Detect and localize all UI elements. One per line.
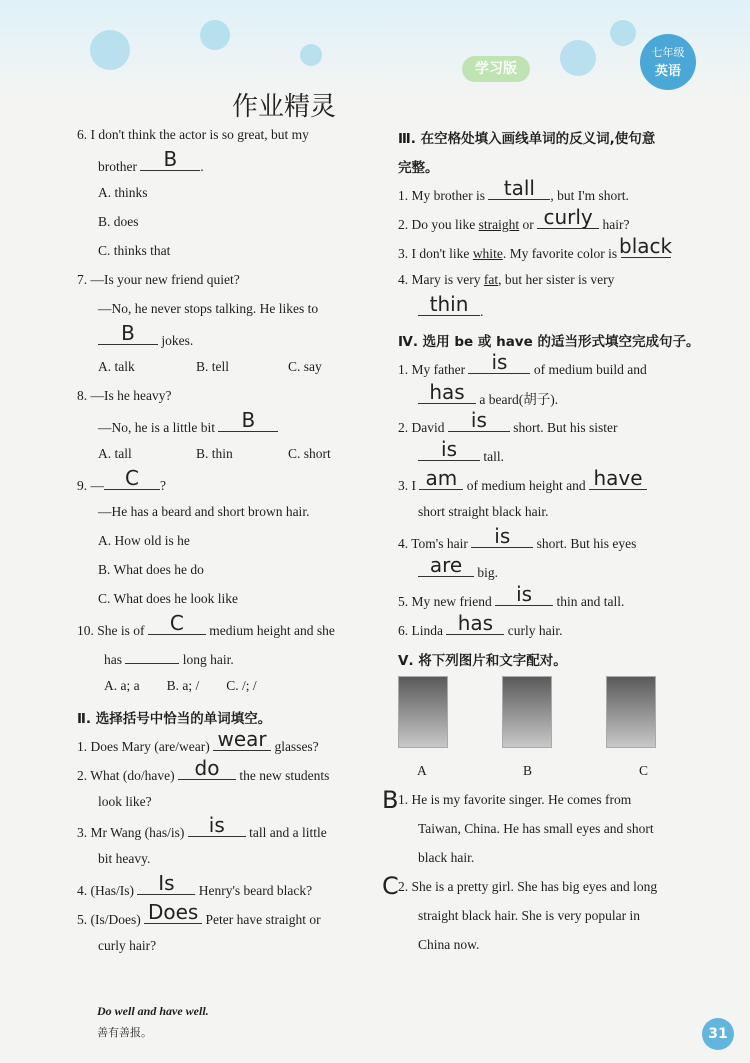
s4-q5-answer: is xyxy=(516,582,533,606)
q9-blank xyxy=(104,466,160,490)
s3-q4-prefix: 4. Mary is very xyxy=(398,272,481,287)
q9-line2: —He has a beard and short brown hair. xyxy=(98,504,310,519)
q6-option-b: B. does xyxy=(98,214,139,229)
s2-q4-blank xyxy=(137,871,195,895)
s4-q1-blank-2 xyxy=(418,380,476,404)
s4-q2-blank-1 xyxy=(448,408,510,432)
q8-answer: B xyxy=(241,408,256,432)
s3-q2-blank xyxy=(537,205,599,229)
s2-q4-suffix: Henry's beard black? xyxy=(198,883,313,898)
s3-q4-blank xyxy=(418,292,480,316)
s4-q1-answer-1: is xyxy=(491,350,508,374)
s4-q4-answer-1: is xyxy=(494,524,511,548)
decor-bubble xyxy=(610,20,636,46)
s4-q4-prefix: 4. Tom's hair xyxy=(398,536,468,551)
s4-q5-prefix: 5. My new friend xyxy=(398,594,492,609)
s5-q1-line3: black hair. xyxy=(418,850,475,865)
s5-q2-line3: China now. xyxy=(418,937,480,952)
q10-options: A. a; a B. a; / C. /; / xyxy=(104,678,257,693)
q10-answer: C xyxy=(169,611,184,635)
q10-blank-2 xyxy=(125,649,179,664)
s3-q4-suffix: . xyxy=(480,304,484,319)
q10-line2-prefix: has xyxy=(104,652,122,667)
q7-line2: —No, he never stops talking. He likes to xyxy=(98,301,319,316)
q7-option-c: C. say xyxy=(288,359,322,374)
s4-q2 xyxy=(398,408,618,436)
s2-q1-suffix: glasses? xyxy=(274,739,319,754)
s2-q5-blank xyxy=(144,900,202,924)
grade-label: 七年级 xyxy=(651,46,685,59)
q6-option-a: A. thinks xyxy=(98,185,148,200)
s4-q3-answer-2: have xyxy=(593,466,643,490)
s2-q1 xyxy=(77,727,319,755)
s3-q2 xyxy=(398,205,630,233)
s2-q5-suffix: Peter have straight or xyxy=(205,912,321,927)
decor-bubble xyxy=(300,44,322,66)
q6-prefix: brother xyxy=(98,159,137,174)
s4-q3-blank-1 xyxy=(419,466,463,490)
s3-q1 xyxy=(398,176,629,204)
s2-q2-suffix: the new students xyxy=(239,768,330,783)
q6-line2: brother B . xyxy=(98,147,204,174)
handwritten-title: 作业精灵 xyxy=(232,92,337,122)
s2-q2-answer: do xyxy=(194,756,220,780)
subject-label: 英语 xyxy=(654,64,681,79)
s3-q3-blank xyxy=(619,234,673,258)
s5-q1-line2: Taiwan, China. He has small eyes and short xyxy=(418,821,654,836)
q7-line1: 7. —Is your new friend quiet? xyxy=(77,272,240,287)
s4-q6-suffix: curly hair. xyxy=(507,623,563,638)
q9-option-c: C. What does he look like xyxy=(98,591,238,606)
grade-subject-badge xyxy=(640,34,696,90)
photo-b xyxy=(502,676,552,748)
s3-q2-mid: or xyxy=(522,217,534,232)
s2-q5-answer: Does xyxy=(147,900,199,924)
s3-q3-underlined: white xyxy=(472,246,503,261)
q7-answer: B xyxy=(121,321,135,345)
s2-q2-continued: look like? xyxy=(98,794,152,809)
s4-q1-line2 xyxy=(418,380,559,408)
section-3-title-cont: 完整。 xyxy=(398,160,439,176)
s3-q4-underlined: fat xyxy=(483,272,499,287)
s4-q1-suffix: a beard(胡子). xyxy=(479,392,559,407)
s4-q5 xyxy=(398,582,625,610)
s4-q2-mid: short. But his sister xyxy=(513,420,618,435)
s4-q4-line2 xyxy=(418,553,499,581)
s3-q4-mid: , but her sister is very xyxy=(498,272,615,287)
s4-q5-blank xyxy=(495,582,553,606)
s4-q3 xyxy=(398,466,647,494)
s4-q4-mid: short. But his eyes xyxy=(536,536,637,551)
q6-line1: 6. I don't think the actor is so great, but my xyxy=(77,127,309,142)
s4-q2-answer-2: is xyxy=(441,437,457,461)
s3-q4 xyxy=(398,272,614,288)
q9-suffix: ? xyxy=(160,478,166,493)
q6-answer: B xyxy=(163,147,178,171)
q6-option-c: C. thinks that xyxy=(98,243,171,258)
s4-q2-answer-1: is xyxy=(470,408,487,432)
s4-q6-prefix: 6. Linda xyxy=(398,623,443,638)
q7-option-b: B. tell xyxy=(196,359,229,374)
q10-line1 xyxy=(77,611,335,639)
s2-q4 xyxy=(77,871,313,899)
s3-q1-suffix: , but I'm short. xyxy=(550,188,629,203)
q9-option-a: A. How old is he xyxy=(98,533,190,548)
s4-q1-prefix: 1. My father xyxy=(398,362,466,377)
s4-q2-prefix: 2. David xyxy=(398,420,445,435)
photo-a-label: A xyxy=(417,763,427,778)
s5-q2-line1: 2. She is a pretty girl. She has big eyes and long xyxy=(398,879,658,894)
q9-line1 xyxy=(77,466,166,494)
q10-line2 xyxy=(104,649,234,668)
s4-q2-suffix: tall. xyxy=(483,449,504,464)
q9-prefix: 9. — xyxy=(77,478,104,493)
q8-option-a: A. tall xyxy=(98,446,132,461)
q8-option-c: C. short xyxy=(288,446,331,461)
s4-q4-answer-2: are xyxy=(429,553,463,577)
q10-suffix: medium height and she xyxy=(209,623,335,638)
s2-q4-prefix: 4. (Has/Is) xyxy=(77,883,134,898)
s4-q3-blank-2 xyxy=(589,466,647,490)
s4-q3-answer-1: am xyxy=(425,466,458,490)
q8-blank xyxy=(218,408,278,432)
s3-q3-answer: black xyxy=(619,234,673,258)
s4-q5-suffix: thin and tall. xyxy=(556,594,625,609)
s2-q3-prefix: 3. Mr Wang (has/is) xyxy=(77,825,185,840)
s2-q2-prefix: 2. What (do/have) xyxy=(77,768,175,783)
s2-q4-answer: Is xyxy=(158,871,175,895)
s3-q3-mid: . My favorite color is xyxy=(502,246,618,261)
decor-bubble xyxy=(200,20,230,50)
section-2-title: Ⅱ. 选择括号中恰当的单词填空。 xyxy=(77,711,272,727)
s3-q2-underlined: straight xyxy=(478,217,520,232)
q8-line1: 8. —Is he heavy? xyxy=(77,388,172,403)
s5-q1-mark: B xyxy=(382,786,399,814)
s2-q1-answer: wear xyxy=(217,727,267,751)
s3-q2-prefix: 2. Do you like xyxy=(398,217,476,232)
q9-answer: C xyxy=(125,466,139,490)
s4-q2-blank-2 xyxy=(418,437,480,461)
s5-q1-line1: 1. He is my favorite singer. He comes from xyxy=(398,792,632,807)
s4-q4 xyxy=(398,524,637,552)
s4-q1 xyxy=(398,350,647,378)
section-4-title: Ⅳ. 选用 be 或 have 的适当形式填空完成句子。 xyxy=(398,334,700,350)
photo-a xyxy=(398,676,448,748)
section-5-title: Ⅴ. 将下列图片和文字配对。 xyxy=(398,653,567,669)
s2-q1-prefix: 1. Does Mary (are/wear) xyxy=(77,739,210,754)
photo-c xyxy=(606,676,656,748)
s3-q1-answer: tall xyxy=(503,176,535,200)
edition-badge: 学习版 xyxy=(462,56,530,82)
q8-line2 xyxy=(98,408,278,436)
photo-c-label: C xyxy=(639,763,649,778)
s3-q3-prefix: 3. I don't like xyxy=(398,246,470,261)
s3-q4-answer: thin xyxy=(429,292,469,316)
s3-q4-line2 xyxy=(418,292,484,320)
s4-q2-line2 xyxy=(418,437,504,465)
q10-prefix: 10. She is of xyxy=(77,623,145,638)
s4-q6 xyxy=(398,611,563,639)
s2-q2 xyxy=(77,756,330,784)
q10-blank-1 xyxy=(148,611,206,635)
s4-q4-blank-2 xyxy=(418,553,474,577)
s2-q2-blank xyxy=(178,756,236,780)
s2-q5-continued: curly hair? xyxy=(98,938,157,953)
s2-q3-answer: is xyxy=(208,813,225,837)
section-3-title: Ⅲ. 在空格处填入画线单词的反义词,使句意 xyxy=(398,131,656,147)
s2-q3-blank xyxy=(188,813,246,837)
s3-q2-suffix: hair? xyxy=(602,217,630,232)
decor-bubble xyxy=(560,40,596,76)
s2-q5-prefix: 5. (Is/Does) xyxy=(77,912,141,927)
s4-q4-blank-1 xyxy=(471,524,533,548)
s4-q3-mid: of medium height and xyxy=(466,478,586,493)
s4-q4-suffix: big. xyxy=(477,565,499,580)
s4-q3-prefix: 3. I xyxy=(398,478,416,493)
s3-q1-blank xyxy=(488,176,550,200)
s2-q1-blank xyxy=(213,727,271,751)
s4-q1-blank-1 xyxy=(468,350,530,374)
footer-proverb: 善有善报。 xyxy=(97,1027,152,1039)
s4-q1-answer-2: has xyxy=(429,380,465,404)
s4-q6-blank xyxy=(446,611,504,635)
s3-q3 xyxy=(398,234,673,262)
s4-q1-mid: of medium build and xyxy=(533,362,647,377)
photo-b-label: B xyxy=(523,763,533,778)
q10-line2-suffix: long hair. xyxy=(182,652,234,667)
s2-q3 xyxy=(77,813,327,841)
s2-q5 xyxy=(77,900,321,928)
q8-prefix: —No, he is a little bit xyxy=(98,420,215,435)
s2-q3-suffix: tall and a little xyxy=(249,825,327,840)
q9-option-b: B. What does he do xyxy=(98,562,204,577)
s2-q3-continued: bit heavy. xyxy=(98,851,151,866)
s3-q1-prefix: 1. My brother is xyxy=(398,188,485,203)
q7-suffix: jokes. xyxy=(161,333,194,348)
s3-q2-answer: curly xyxy=(543,205,593,229)
q8-option-b: B. thin xyxy=(196,446,233,461)
page-number: 31 xyxy=(702,1018,734,1050)
q7-blank xyxy=(98,321,158,345)
s4-q3-line2: short straight black hair. xyxy=(418,504,549,519)
s5-q2-mark: C xyxy=(382,872,399,900)
decor-bubble xyxy=(90,30,130,70)
q7-line3 xyxy=(98,321,194,349)
footer-motto: Do well and have well. xyxy=(97,1004,209,1018)
q7-option-a: A. talk xyxy=(98,359,135,374)
s4-q6-answer: has xyxy=(457,611,494,635)
s5-q2-line2: straight black hair. She is very popular in xyxy=(418,908,640,923)
